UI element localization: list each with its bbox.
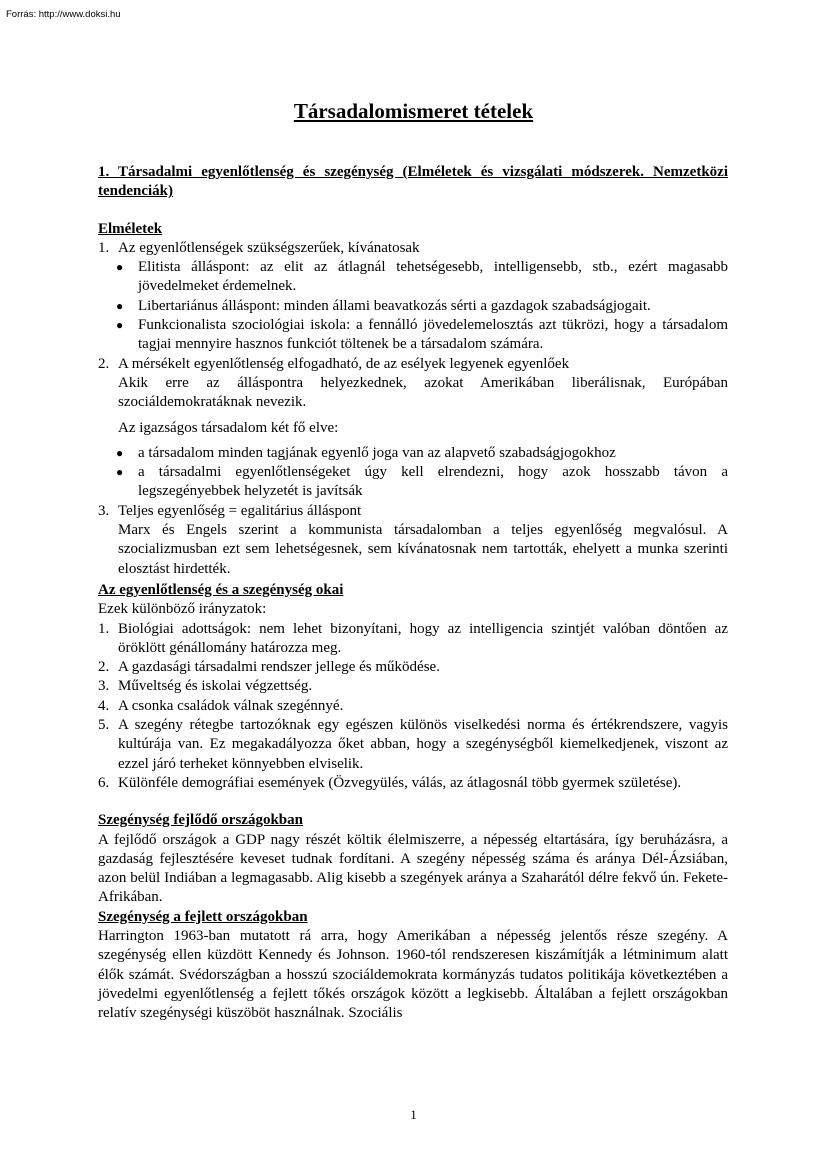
numbered-item xyxy=(98,502,728,521)
item-number: 3. xyxy=(98,502,110,519)
bullet-icon: ● xyxy=(116,298,124,313)
item-text: A csonka családok válnak szegénnyé. xyxy=(118,697,344,714)
numbered-item xyxy=(98,620,728,659)
bullet-text: Libertariánus álláspont: minden állami beavatkozás sérti a gazdagok szabadságjogait. xyxy=(138,297,651,314)
bullet-icon: ● xyxy=(116,318,124,333)
bullet-item xyxy=(98,297,728,316)
item-text: A gazdasági társadalmi rendszer jellege és működése. xyxy=(118,659,440,676)
bullet-text: Funkcionalista szociológiai iskola: a fennálló jövedelemelosztás azt tükrözi, hogy a társadalom tagjai mennyire hasznos funkciót töltenek be a társadalom számára. xyxy=(138,317,728,353)
item-number: 2. xyxy=(98,659,110,676)
numbered-item xyxy=(98,239,728,258)
item-number: 1. xyxy=(98,239,110,256)
paragraph: Ezek különböző irányzatok: xyxy=(98,601,267,618)
numbered-item xyxy=(98,355,728,374)
section-heading-elmeletek: Elméletek xyxy=(98,220,163,237)
item-text: A mérsékelt egyenlőtlenség elfogadható, de az esélyek legyenek egyenlőek xyxy=(118,355,570,372)
paragraph: Harrington 1963-ban mutatott rá arra, hogy Amerikában a népesség jelentős része szegény. A szegénység ellen küzdött Kennedy és Johnson. 1960-tól rendszeresen kiszámítják a létminimum alatt élők számát. Svédországban a hosszú szociáldemokrata kormányzás tudatos politikája következtében a jövedelmi egyenlőtlenség a fejlett tőkés országok között a legkisebb. Általában a fejlett országokban relatív szegénységi küszöböt használnak. Szociális xyxy=(98,927,728,1022)
paragraph: A fejlődő országok a GDP nagy részét költik élelmiszerre, a népesség eltartására, így beruházásra, a gazdaság fejlesztésére keveset tudnak fordítani. A szegény népesség száma és aránya Dél-Ázsiában, azon belül Indiában a legmagasabb. Alig kisebb a szegények aránya a Szaharától délre fekvő ún. Fekete-Afrikában. xyxy=(98,831,728,906)
bullet-text: a társadalmi egyenlőtlenségeket úgy kell elrendezni, hogy azok hosszabb távon a legszegényebbek helyzetét is javítsák xyxy=(138,464,728,500)
document-body xyxy=(98,163,728,1023)
bullet-icon: ● xyxy=(116,465,124,480)
bullet-item xyxy=(98,258,728,297)
item-number: 2. xyxy=(98,355,110,372)
paragraph: Az igazságos társadalom két fő elve: xyxy=(118,419,339,436)
numbered-item xyxy=(98,716,728,774)
section-heading-fejlodo: Szegénység fejlődő országokban xyxy=(98,812,303,829)
item-text: Biológiai adottságok: nem lehet bizonyítani, hogy az intelligencia szintjét valóban döntően az öröklött génállomány határozza meg. xyxy=(118,620,728,656)
numbered-item xyxy=(98,677,728,696)
section-heading-okai: Az egyenlőtlenség és a szegénység okai xyxy=(98,581,344,598)
bullet-item xyxy=(98,463,728,502)
numbered-item xyxy=(98,774,728,793)
item-number: 4. xyxy=(98,697,110,714)
bullet-item xyxy=(98,316,728,355)
numbered-item xyxy=(98,697,728,716)
source-label: Forrás: http://www.doksi.hu xyxy=(6,9,121,20)
item-number: 3. xyxy=(98,678,110,695)
item-number: 5. xyxy=(98,717,110,734)
item-text: Műveltség és iskolai végzettség. xyxy=(118,678,313,695)
item-number: 6. xyxy=(98,774,110,791)
paragraph: Akik erre az álláspontra helyezkednek, azokat Amerikában liberálisnak, Európában szociáldemokratáknak nevezik. xyxy=(118,374,728,411)
item-text: Teljes egyenlőség = egalitárius álláspont xyxy=(118,502,362,519)
main-heading: 1. Társadalmi egyenlőtlenség és szegénység (Elméletek és vizsgálati módszerek. Nemzetközi tendenciák) xyxy=(98,164,728,200)
bullet-icon: ● xyxy=(116,260,124,275)
paragraph: Marx és Engels szerint a kommunista társadalomban a teljes egyenlőség megvalósul. A szocializmusban ezt sem lehetségesnek, sem kívánatosnak nem tartották, ehelyett a munka szerinti elosztást hirdették. xyxy=(118,522,728,577)
bullet-icon: ● xyxy=(116,445,124,460)
numbered-item xyxy=(98,658,728,677)
bullet-text: Elitista álláspont: az elit az átlagnál tehetségesebb, intelligensebb, stb., ezért magasabb jövedelmeket érdemelnek. xyxy=(138,259,728,295)
document-title: Társadalomismeret tételek xyxy=(293,99,534,123)
bullet-text: a társadalom minden tagjának egyenlő joga van az alapvető szabadságjogokhoz xyxy=(138,444,616,461)
bullet-item xyxy=(98,444,728,463)
section-heading-fejlett: Szegénység a fejlett országokban xyxy=(98,908,308,925)
item-number: 1. xyxy=(98,620,110,637)
item-text: A szegény rétegbe tartozóknak egy egészen különös viselkedési norma és értékrendszere, vagyis kultúrája van. Ez megakadályozza őket abban, hogy a szegénységből kiemelkedjenek, viszont az ezzel járó terheket könnyebben elviselik. xyxy=(118,717,728,772)
item-text: Az egyenlőtlenségek szükségszerűek, kívánatosak xyxy=(118,239,420,256)
item-text: Különféle demográfiai események (Özvegyülés, válás, az átlagosnál több gyermek születése). xyxy=(118,774,682,791)
page-number: 1 xyxy=(410,1107,417,1122)
